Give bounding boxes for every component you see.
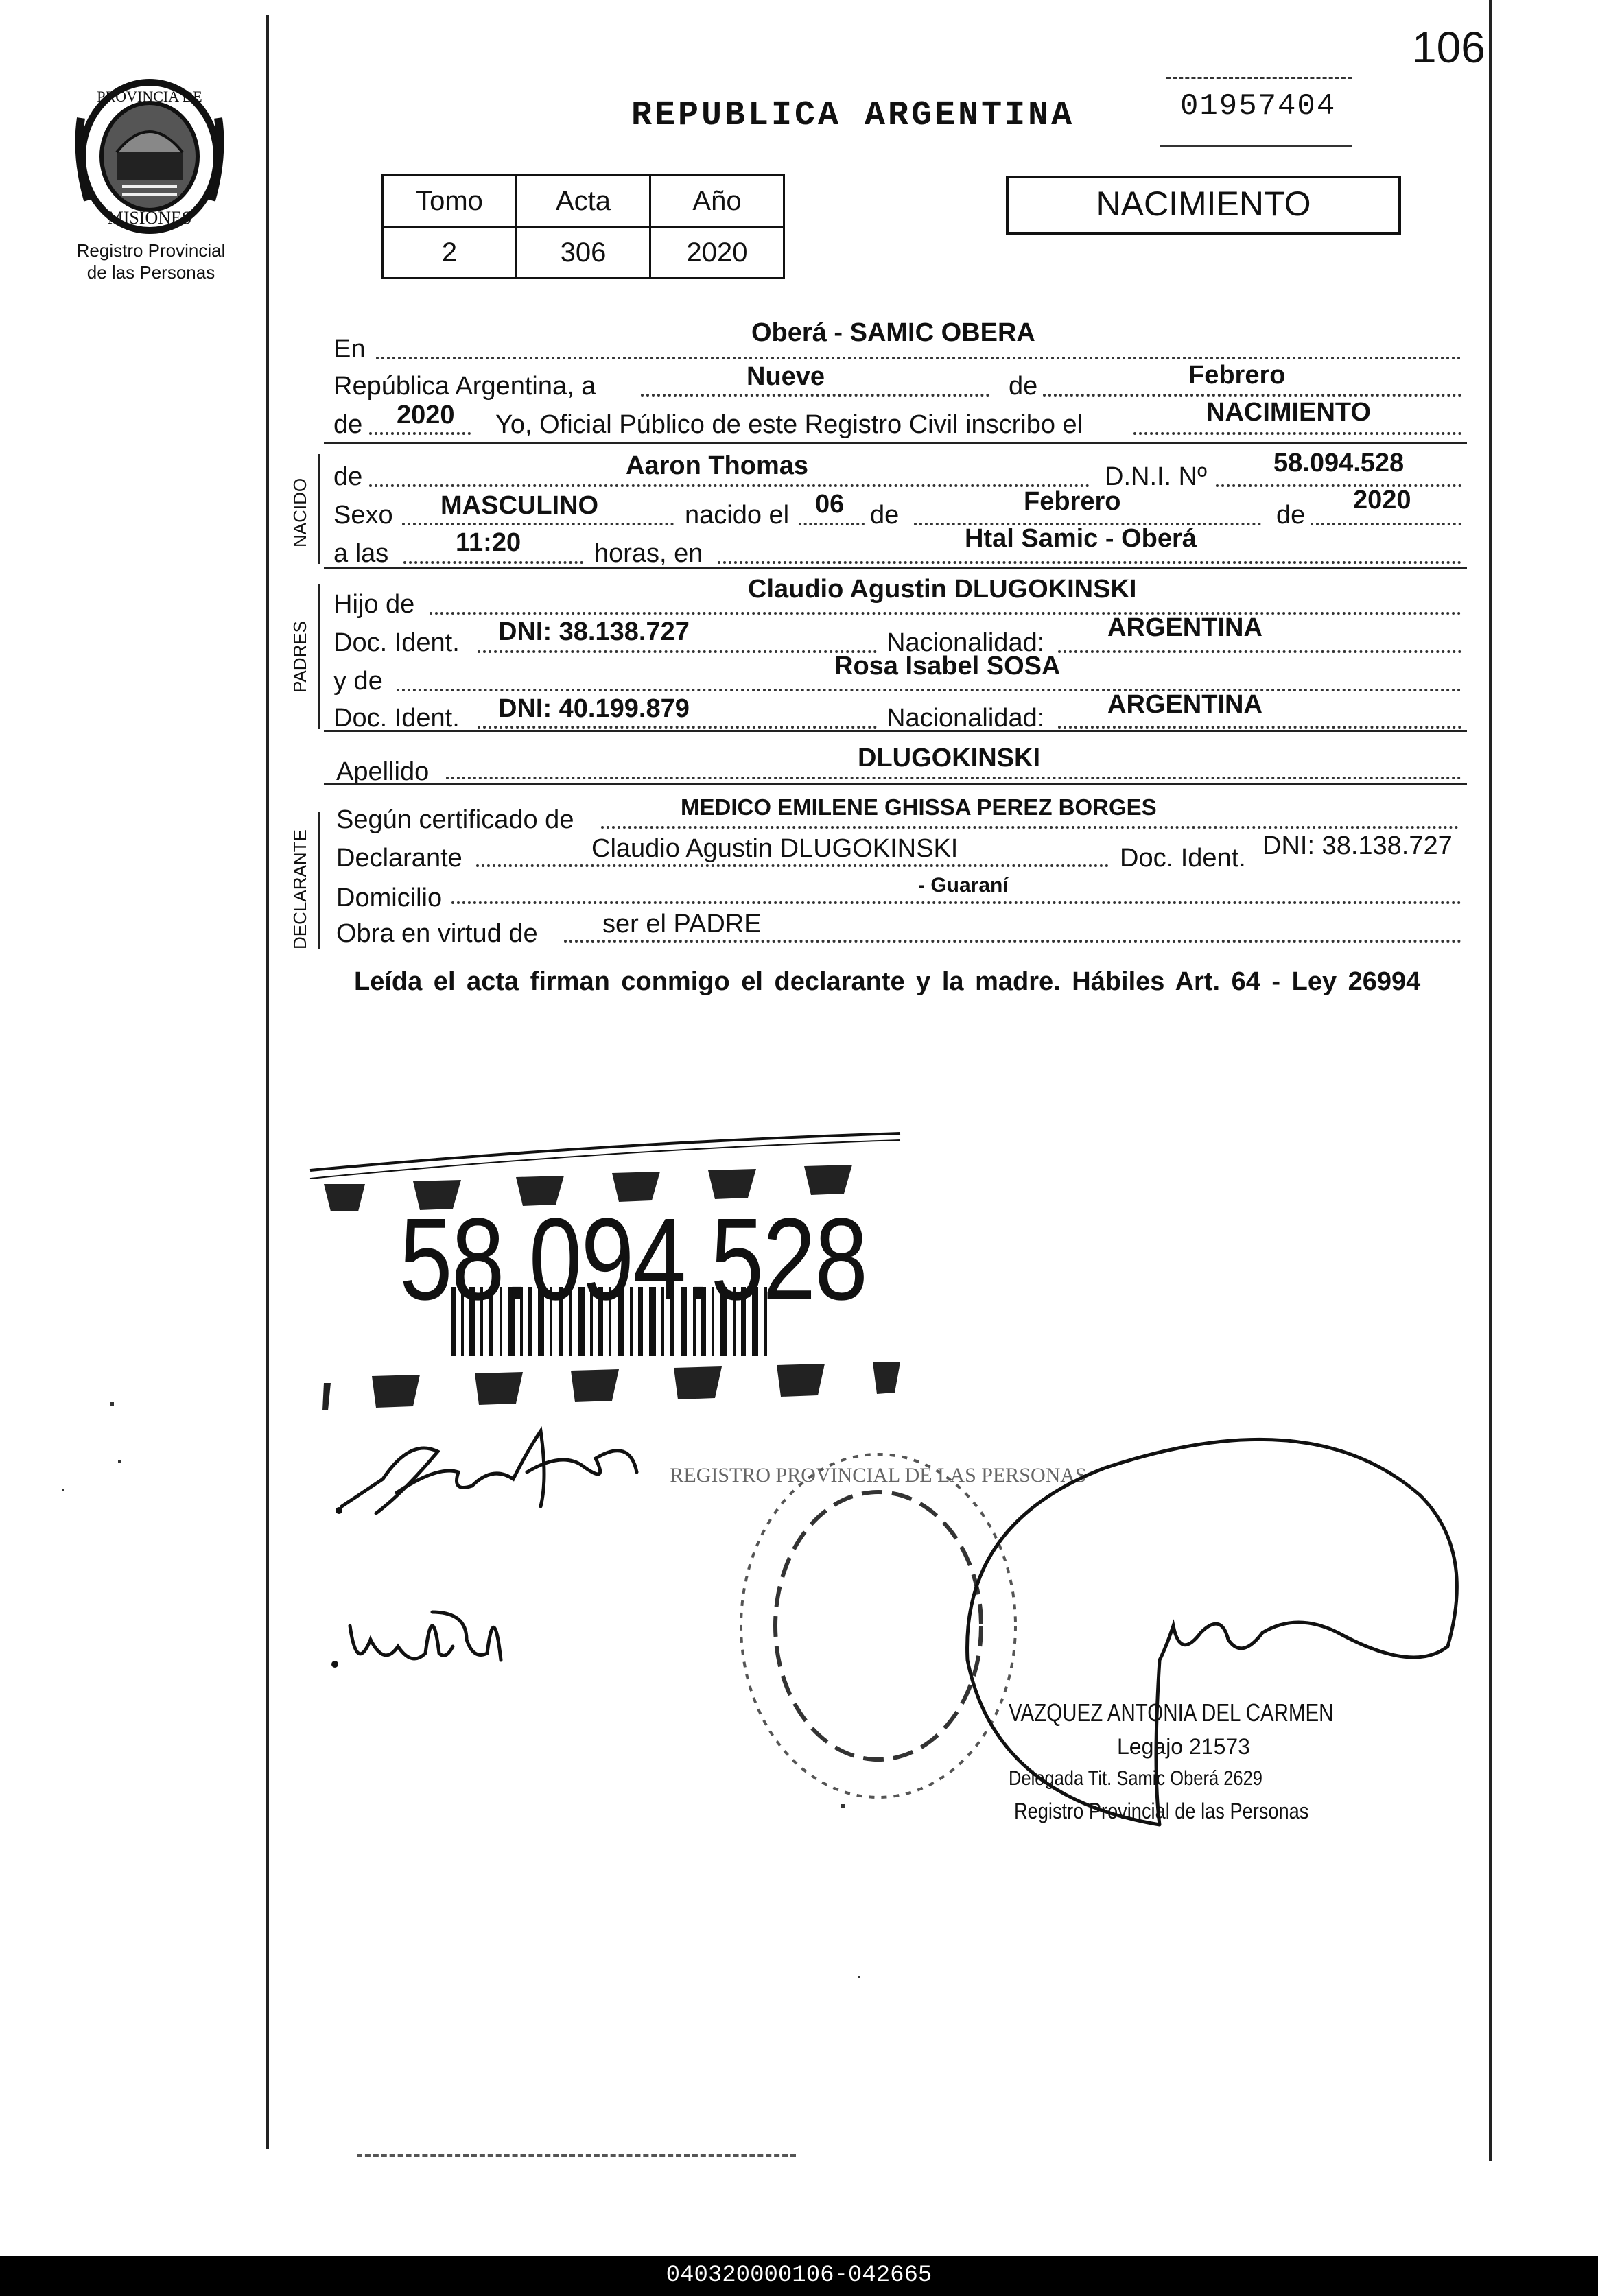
stamp-registro: Registro Provincial de las Personas (1014, 1799, 1309, 1823)
value-padre-doc: DNI: 38.138.727 (498, 617, 690, 646)
register-header-anio: Año (650, 176, 784, 227)
line-padre-doc (478, 650, 877, 653)
label-obra-en-virtud: Obra en virtud de (336, 919, 538, 948)
label-doc-ident-declarante: Doc. Ident. (1120, 844, 1246, 873)
label-horas-en: horas, en (594, 539, 703, 568)
line-mes (1043, 394, 1461, 397)
line-madre (397, 689, 1461, 691)
scan-speck (118, 1460, 121, 1463)
value-obra: ser el PADRE (602, 910, 762, 938)
seal-text: REGISTRO PROVINCIAL DE LAS PERSONAS (670, 1464, 1087, 1487)
value-domicilio: - Guaraní (918, 874, 1009, 897)
scan-speck (62, 1489, 64, 1491)
value-madre: Rosa Isabel SOSA (834, 652, 1061, 680)
rule-4 (324, 783, 1467, 785)
value-mes-inscripcion: Febrero (1188, 361, 1286, 390)
right-margin-line (1489, 0, 1492, 2161)
label-de-1: de (1009, 372, 1038, 401)
section-padres-bar (318, 584, 320, 729)
page-title: REPUBLICA ARGENTINA (631, 96, 1075, 135)
label-hijo-de: Hijo de (333, 590, 415, 619)
label-de-anio-nac: de (1276, 501, 1306, 530)
value-declarante: Claudio Agustin DLUGOKINSKI (591, 834, 959, 863)
legal-note: Leída el acta firman conmigo el declarante y la madre. Hábiles Art. 64 - Ley 26994 (354, 967, 1421, 996)
serial-number: 01957404 (1180, 89, 1337, 123)
section-padres: PADRES (290, 621, 310, 693)
label-a-las: a las (333, 539, 389, 568)
value-nombre: Aaron Thomas (626, 451, 809, 480)
line-domicilio (451, 901, 1461, 904)
dni-sticker (310, 1129, 900, 1424)
register-table (381, 174, 785, 279)
label-segun-certificado: Según certificado de (336, 805, 574, 834)
value-padre-nac: ARGENTINA (1107, 613, 1262, 642)
label-doc-ident-padre: Doc. Ident. (333, 628, 460, 657)
label-doc-ident-madre: Doc. Ident. (333, 704, 460, 733)
line-madre-nac (1058, 726, 1461, 729)
label-nacionalidad-madre: Nacionalidad: (886, 704, 1045, 733)
label-de-2: de (333, 410, 363, 439)
label-de-mes-nac: de (870, 501, 900, 530)
register-value-acta: 306 (517, 227, 650, 279)
line-padre-nac (1058, 650, 1461, 653)
value-lugar-nac: Htal Samic - Oberá (965, 524, 1197, 553)
value-declarante-doc: DNI: 38.138.727 (1262, 831, 1453, 860)
label-en: En (333, 335, 366, 364)
label-apellido: Apellido (336, 757, 430, 786)
register-value-anio: 2020 (650, 227, 784, 279)
line-madre-doc (478, 726, 877, 729)
logo-caption-1: Registro Provincial (76, 240, 226, 261)
section-declarante-bar (318, 812, 320, 949)
section-nacido: NACIDO (290, 477, 310, 547)
line-dia-nac (799, 523, 865, 525)
scan-speck (110, 1402, 114, 1406)
logo-caption-2: de las Personas (86, 262, 215, 283)
rule-1 (324, 442, 1467, 444)
serial-decoration-bottom (1160, 145, 1352, 147)
label-de-nombre: de (333, 462, 363, 491)
value-mes-nac: Febrero (1024, 487, 1121, 516)
serial-decoration-top (1166, 77, 1352, 79)
stamp-cargo: Delegada Tit. Samic Oberá 2629 (1009, 1767, 1262, 1790)
value-dia-nac: 06 (815, 490, 845, 519)
value-apellido: DLUGOKINSKI (858, 744, 1040, 772)
scan-speck (841, 1804, 845, 1808)
line-anio-nac (1311, 523, 1461, 525)
line-sexo (402, 523, 674, 525)
label-republica: República Argentina, a (333, 372, 596, 401)
stamp-name: VAZQUEZ ANTONIA DEL CARMEN (1009, 1699, 1334, 1727)
value-lugar: Oberá - SAMIC OBERA (751, 318, 1035, 347)
line-nombre (369, 484, 1090, 487)
value-padre: Claudio Agustin DLUGOKINSKI (748, 575, 1137, 604)
line-apellido (446, 777, 1461, 779)
logo-text-top: PROVINCIA DE (97, 88, 202, 105)
left-margin-line (266, 15, 269, 2149)
label-oficial: Yo, Oficial Público de este Registro Civil inscribo el (495, 410, 1083, 439)
register-value-tomo: 2 (383, 227, 517, 279)
label-declarante: Declarante (336, 844, 462, 873)
madre-signature (329, 1585, 508, 1694)
record-type-box: NACIMIENTO (1006, 176, 1401, 235)
value-anio-nac: 2020 (1353, 486, 1411, 514)
scan-speck (858, 1976, 860, 1978)
register-header-acta: Acta (517, 176, 650, 227)
line-hora (403, 561, 583, 564)
line-dia (641, 394, 989, 397)
line-padre (430, 612, 1461, 615)
line-certificado (601, 826, 1459, 829)
line-obra (564, 940, 1461, 943)
value-hora: 11:20 (456, 528, 521, 557)
section-nacido-bar (318, 454, 320, 564)
sticker-dni-number: 58.094.528 (399, 1194, 867, 1325)
bottom-faint-line (357, 2154, 796, 2157)
line-tipo (1133, 432, 1461, 435)
line-en (376, 357, 1461, 359)
value-dia-letras: Nueve (747, 362, 825, 391)
province-logo (74, 77, 225, 236)
register-header-tomo: Tomo (383, 176, 517, 227)
label-domicilio: Domicilio (336, 884, 443, 912)
value-certificado: MEDICO EMILENE GHISSA PEREZ BORGES (681, 794, 1157, 820)
line-lugar-nac (718, 561, 1461, 564)
footer-code: 040320000106-042665 (0, 2256, 1598, 2296)
rule-2 (324, 567, 1467, 569)
value-sexo: MASCULINO (440, 491, 599, 520)
line-dni (1216, 484, 1461, 487)
stamp-legajo: Legajo 21573 (1117, 1734, 1250, 1759)
label-sexo: Sexo (333, 501, 393, 530)
value-madre-nac: ARGENTINA (1107, 690, 1262, 719)
value-madre-doc: DNI: 40.199.879 (498, 694, 690, 723)
value-anio-inscripcion: 2020 (397, 401, 455, 429)
label-y-de: y de (333, 667, 383, 696)
line-anio (369, 432, 471, 435)
section-declarante: DECLARANTE (290, 829, 310, 949)
value-dni: 58.094.528 (1273, 449, 1405, 477)
logo-text-bottom: MISIONES (107, 208, 192, 228)
declarante-signature (335, 1410, 650, 1534)
line-declarante (476, 864, 1109, 867)
page-number: 106 (1412, 23, 1485, 72)
value-tipo-inscripcion: NACIMIENTO (1206, 398, 1371, 427)
rule-3 (324, 730, 1467, 732)
label-nacido-el: nacido el (685, 501, 790, 530)
label-dni-no: D.N.I. Nº (1105, 462, 1207, 491)
label-nacionalidad-padre: Nacionalidad: (886, 628, 1045, 657)
